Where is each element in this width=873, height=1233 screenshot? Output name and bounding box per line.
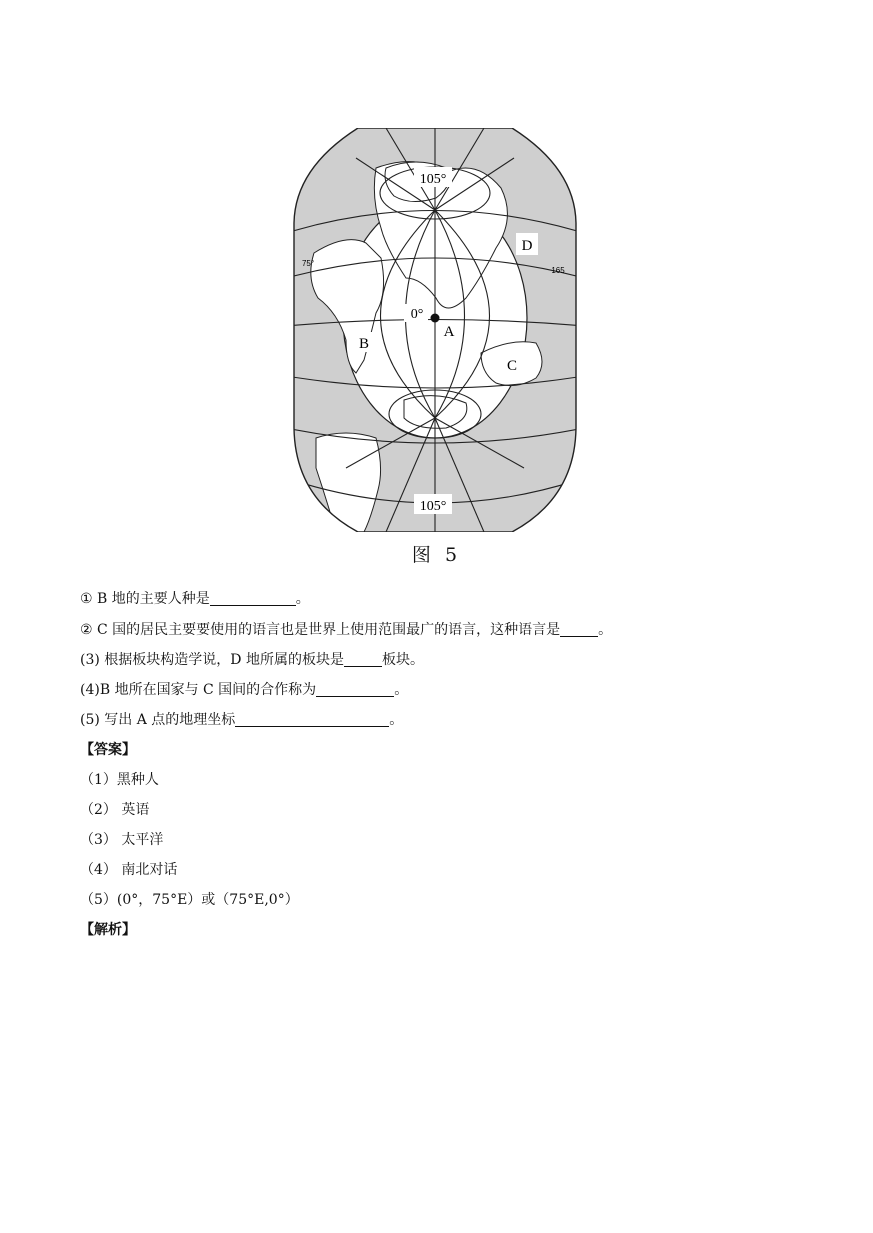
answer-blank-2[interactable] xyxy=(560,622,598,637)
question-1-text: ① B 地的主要人种是 xyxy=(80,591,210,607)
question-5-suffix: 。 xyxy=(389,712,404,728)
question-2 xyxy=(80,619,612,639)
question-2-suffix: 。 xyxy=(598,622,613,638)
question-3-text: (3) 根据板块构造学说，D 地所属的板块是 xyxy=(80,652,344,668)
answer-2: （2） 英语 xyxy=(80,802,150,818)
question-1-suffix: 。 xyxy=(295,591,310,607)
answer-3: （3） 太平洋 xyxy=(80,832,164,848)
answer-blank-4[interactable] xyxy=(316,682,394,697)
analysis-heading: 【解析】 xyxy=(80,922,136,938)
question-4-text: (4)B 地所在国家与 C 国间的合作称为 xyxy=(80,682,317,698)
map-label-bottom: 105° xyxy=(419,499,447,514)
map-label-left-small: 75° xyxy=(301,259,315,268)
answer-5: （5）(0°，75°E）或（75°E,0°） xyxy=(80,892,299,908)
point-a-marker xyxy=(431,314,440,323)
world-map-figure xyxy=(286,128,584,532)
map-point-a: A xyxy=(443,324,455,340)
figure-caption: 图 5 xyxy=(411,544,462,566)
answer-1: （1）黑种人 xyxy=(80,772,159,788)
answer-blank-3[interactable] xyxy=(344,652,382,667)
question-1 xyxy=(80,588,310,608)
question-5-text: (5) 写出 A 点的地理坐标 xyxy=(80,712,236,728)
map-label-right-small: 165 xyxy=(551,266,565,275)
map-label-top: 105° xyxy=(419,172,447,187)
answer-heading: 【答案】 xyxy=(80,742,136,758)
map-point-b: B xyxy=(358,336,370,352)
question-2-text: ② C 国的居民主要要使用的语言也是世界上使用范围最广的语言，这种语言是 xyxy=(80,622,561,638)
question-3 xyxy=(80,649,424,669)
question-4 xyxy=(80,679,408,699)
question-5 xyxy=(80,709,403,729)
answer-4: （4） 南北对话 xyxy=(80,862,178,878)
answer-blank-1[interactable] xyxy=(210,591,296,606)
map-point-c: C xyxy=(506,358,518,374)
map-label-center: 0° xyxy=(410,307,424,322)
answer-blank-5[interactable] xyxy=(235,712,389,727)
map-point-d: D xyxy=(521,238,533,254)
question-4-suffix: 。 xyxy=(394,682,409,698)
question-3-suffix: 板块。 xyxy=(381,652,424,668)
